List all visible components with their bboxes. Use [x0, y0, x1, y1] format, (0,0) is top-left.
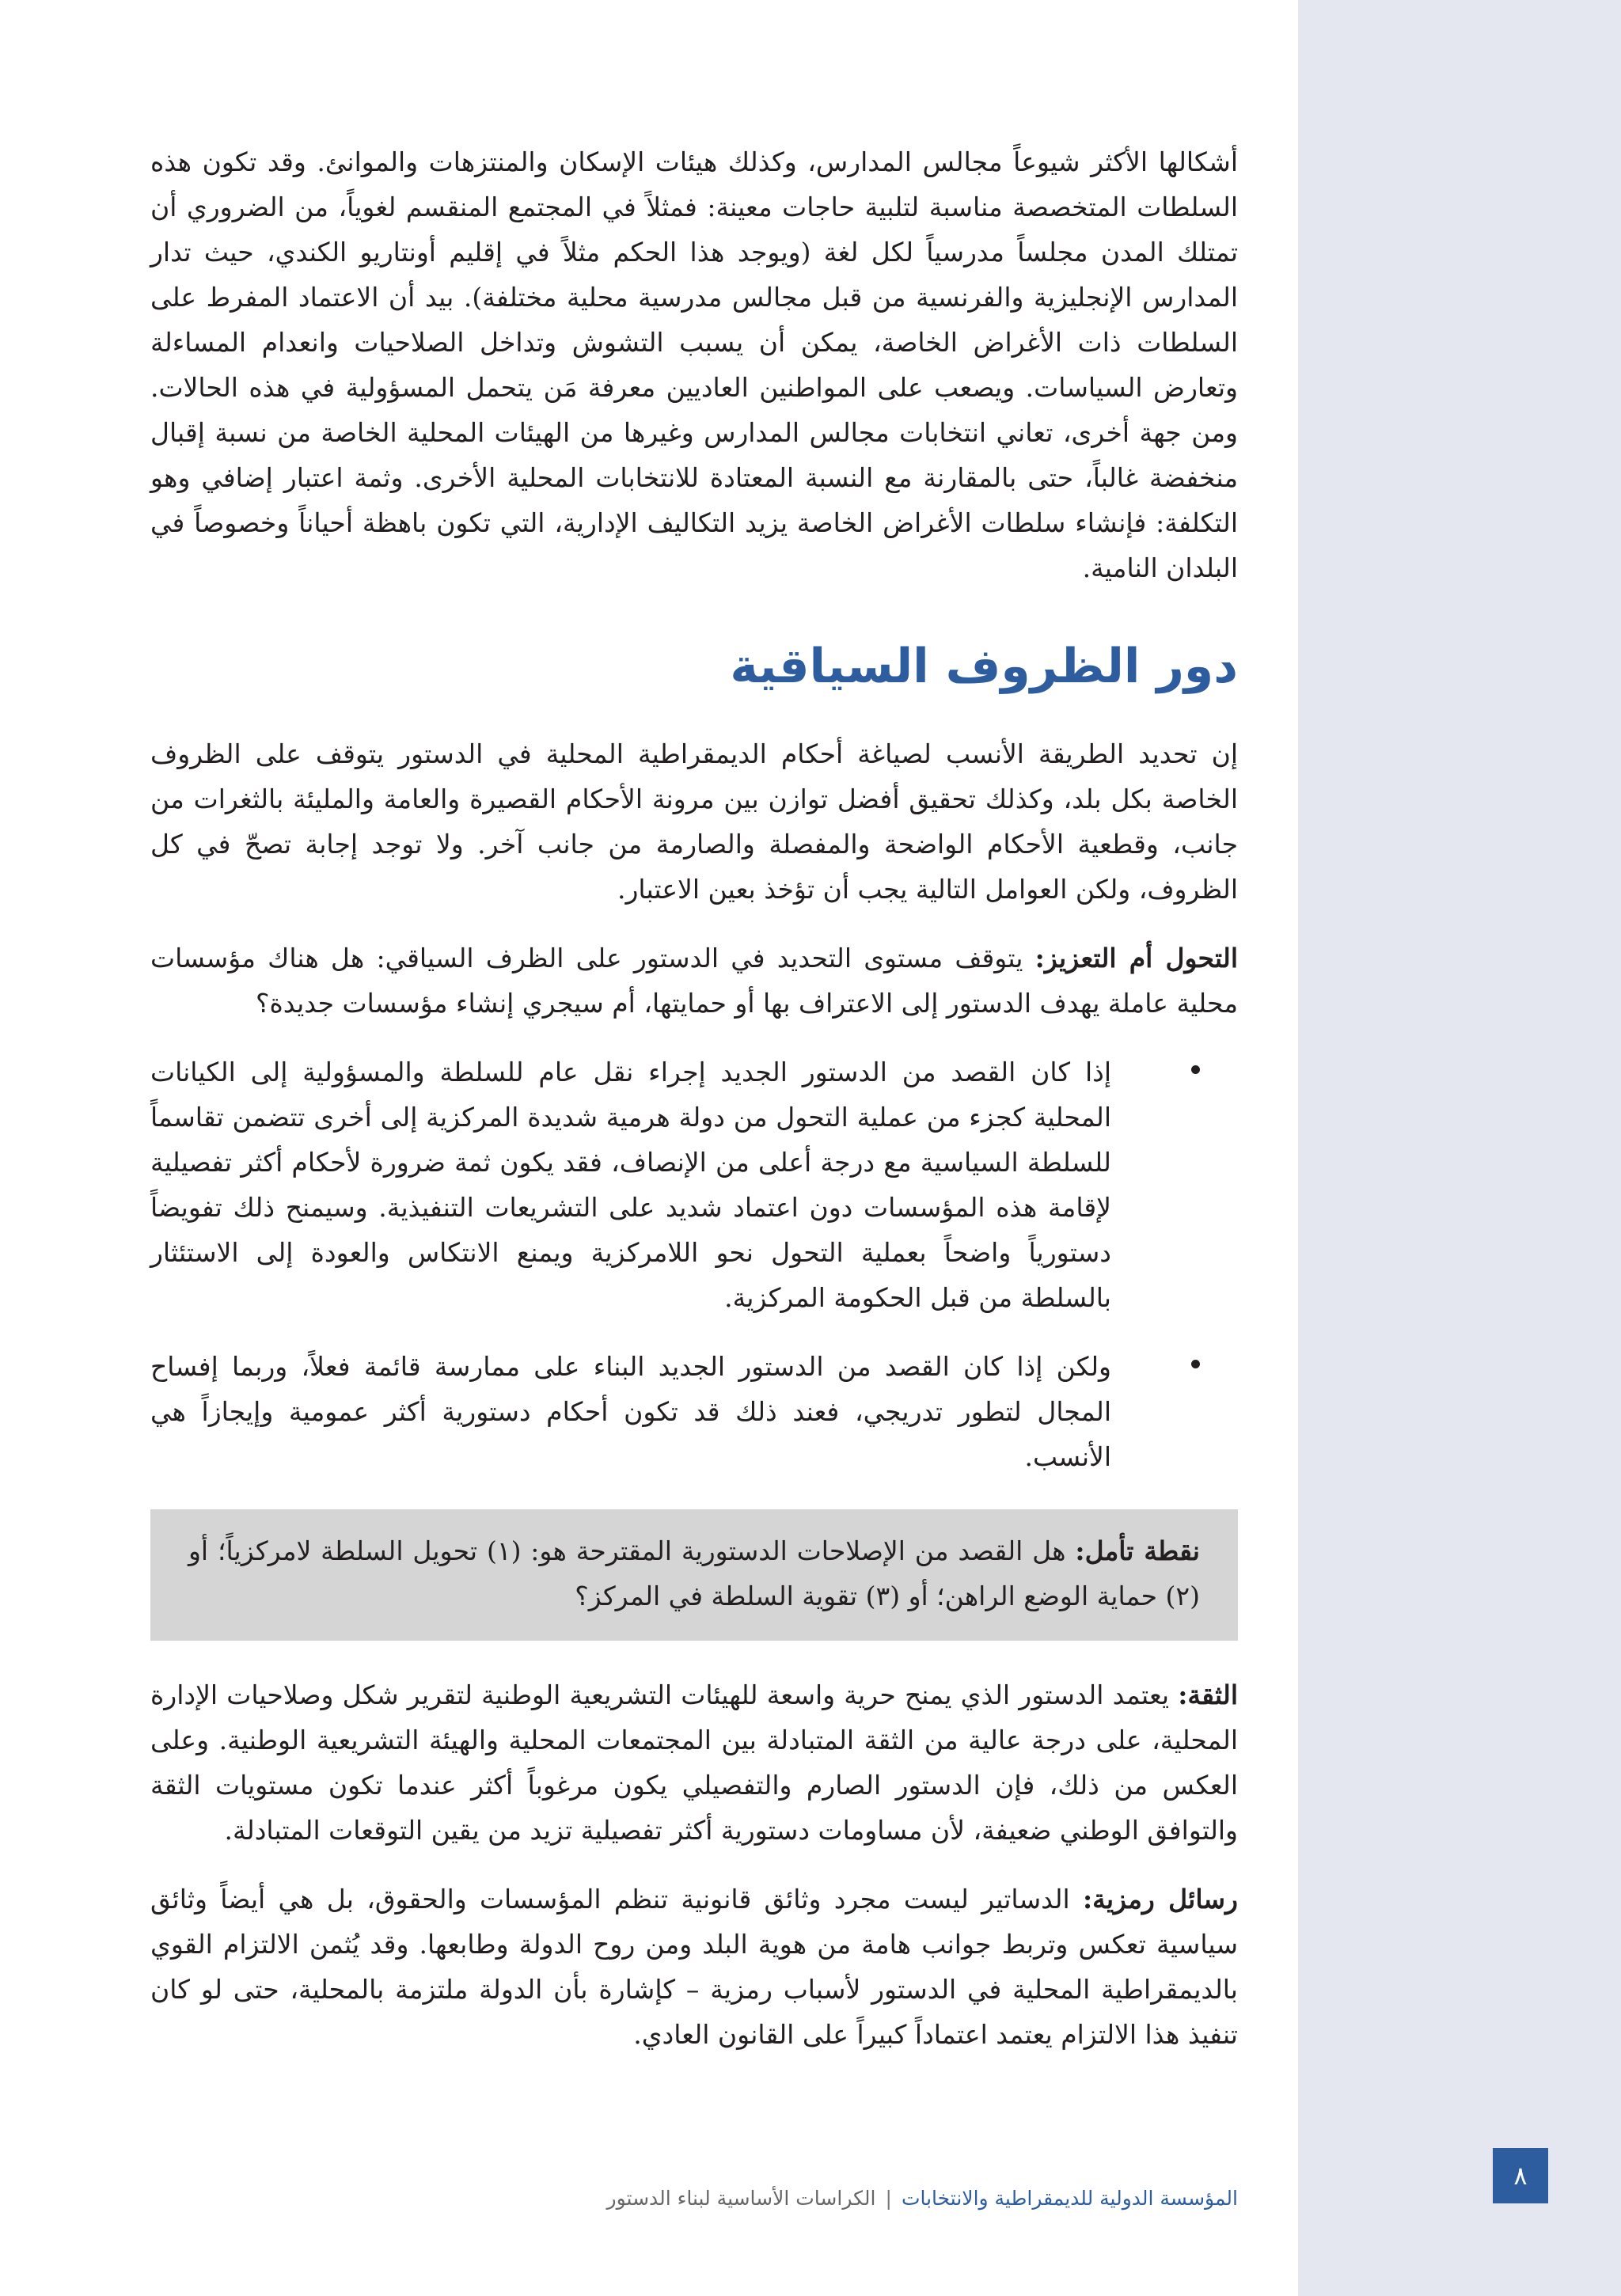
transition-text: يتوقف مستوى التحديد في الدستور على الظرف السياقي: هل هناك مؤسسات محلية عاملة يهدف الدستور إلى الاعتراف بها أو حمايتها، أم سيجري إنشاء مؤسسات جديدة؟	[150, 943, 1238, 1019]
reflection-lead: نقطة تأمل:	[1075, 1535, 1200, 1566]
page-number: ٨	[1493, 2148, 1548, 2203]
footer-organization: المؤسسة الدولية للديمقراطية والانتخابات	[901, 2187, 1238, 2210]
symbolic-paragraph	[150, 1877, 1238, 2057]
trust-paragraph	[150, 1672, 1238, 1853]
bullet-icon	[1191, 1360, 1200, 1368]
bullet-list	[150, 1049, 1238, 1479]
bullet-icon	[1191, 1065, 1200, 1074]
transition-lead: التحول أم التعزيز:	[1034, 943, 1239, 973]
intro-paragraph: أشكالها الأكثر شيوعاً مجالس المدارس، وكذلك هيئات الإسكان والمنتزهات والموانئ. وقد تكون هذه السلطات المتخصصة مناسبة لتلبية حاجات معينة: فمثلاً في المجتمع المنقسم لغوياً، من الضروري أن تمتلك المدن مجلساً مدرسياً لكل لغة (ويوجد هذا الحكم مثلاً في إقليم أونتاريو الكندي، حيث تدار المدارس الإنجليزية والفرنسية من قبل مجالس مدرسية محلية مختلفة). بيد أن الاعتماد المفرط على السلطات ذات الأغراض الخاصة، يمكن أن يسبب التشوش وتداخل الصلاحيات وانعدام المساءلة وتعارض السياسات. ويصعب على المواطنين العاديين معرفة مَن يتحمل المسؤولية في هذه الحالات. ومن جهة أخرى، تعاني انتخابات مجالس المدارس وغيرها من الهيئات المحلية الخاصة من نسبة إقبال منخفضة غالباً، حتى بالمقارنة مع النسبة المعتادة للانتخابات المحلية الأخرى. وثمة اعتبار إضافي وهو التكلفة: فإنشاء سلطات الأغراض الخاصة يزيد التكاليف الإدارية، التي تكون باهظة أحياناً وخصوصاً في البلدان النامية.	[150, 146, 1238, 583]
symbolic-lead: رسائل رمزية:	[1082, 1884, 1238, 1915]
transition-paragraph	[150, 935, 1238, 1026]
bullet-text: ولكن إذا كان القصد من الدستور الجديد البناء على ممارسة قائمة فعلاً، وربما إفساح المجال لتطور تدريجي، فعند ذلك قد تكون أحكام دستورية أكثر عمومية وإيجازاً هي الأنسب.	[150, 1351, 1111, 1472]
trust-text: يعتمد الدستور الذي يمنح حرية واسعة للهيئات التشريعية الوطنية لتقرير شكل وصلاحيات الإدارة المحلية، على درجة عالية من الثقة المتبادلة بين المجتمعات المحلية والهيئة التشريعية الوطنية. وعلى العكس من ذلك، فإن الدستور الصارم والتفصيلي يكون مرغوباً أكثر عندما تكون مستويات الثقة والتوافق الوطني ضعيفة، لأن مساومات دستورية أكثر تفصيلية تزيد من يقين التوقعات المتبادلة.	[150, 1679, 1238, 1846]
list-item	[150, 1344, 1111, 1479]
footer-series-title: الكراسات الأساسية لبناء الدستور	[606, 2187, 876, 2210]
trust-lead: الثقة:	[1178, 1679, 1238, 1710]
context-intro-paragraph: إن تحديد الطريقة الأنسب لصياغة أحكام الديمقراطية المحلية في الدستور يتوقف على الظروف الخاصة بكل بلد، وكذلك تحقيق أفضل توازن بين مرونة الأحكام القصيرة والعامة والمليئة بالثغرات من جانب، وقطعية الأحكام الواضحة والمفصلة والصارمة من جانب آخر. ولا توجد إجابة تصحّ في كل الظروف، ولكن العوامل التالية يجب أن تؤخذ بعين الاعتبار.	[150, 738, 1238, 905]
reflection-paragraph	[188, 1528, 1200, 1619]
footer-separator: |	[885, 2187, 892, 2210]
symbolic-text: الدساتير ليست مجرد وثائق قانونية تنظم المؤسسات والحقوق، بل هي أيضاً وثائق سياسية تعكس وتربط جوانب هامة من هوية البلد ومن روح الدولة وطابعها. وقد يُثمن الالتزام القوي بالديمقراطية المحلية في الدستور لأسباب رمزية – كإشارة بأن الدولة ملتزمة بالمحلية، حتى لو كان تنفيذ هذا الالتزام يعتمد اعتماداً كبيراً على القانون العادي.	[150, 1884, 1238, 2050]
section-heading: دور الظروف السياقية	[730, 639, 1238, 694]
page-body	[150, 139, 1238, 2081]
side-margin-band	[1298, 0, 1621, 2296]
reflection-text: هل القصد من الإصلاحات الدستورية المقترحة هو: (١) تحويل السلطة لامركزياً؛ أو (٢) حماية الوضع الراهن؛ أو (٣) تقوية السلطة في المركز؟	[188, 1535, 1200, 1611]
list-item	[150, 1049, 1111, 1320]
bullet-text: إذا كان القصد من الدستور الجديد إجراء نقل عام للسلطة والمسؤولية إلى الكيانات المحلية كجزء من عملية التحول من دولة هرمية شديدة المركزية إلى أخرى تتضمن تقاسماً للسلطة السياسية مع درجة أعلى من الإنصاف، فقد يكون ثمة ضرورة لأحكام أكثر تفصيلية لإقامة هذه المؤسسات دون اعتماد شديد على التشريعات التنفيذية. وسيمنح ذلك تفويضاً دستورياً واضحاً بعملية التحول نحو اللامركزية ويمنع الانتكاس والعودة إلى الاستئثار بالسلطة من قبل الحكومة المركزية.	[150, 1057, 1111, 1313]
reflection-box	[150, 1509, 1238, 1641]
page-footer	[554, 2183, 1238, 2214]
